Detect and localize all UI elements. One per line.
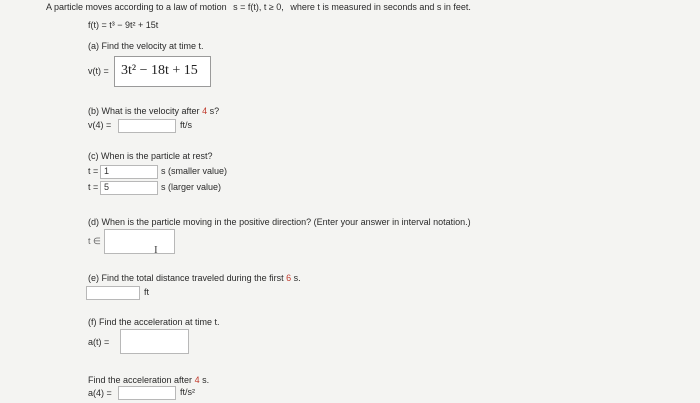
motion-law: s = f(t), t ≥ 0, [233, 2, 284, 12]
part-b-label: v(4) = [88, 120, 112, 130]
part-e-question-suffix: s. [293, 273, 301, 283]
acceleration-at-4-input[interactable] [118, 386, 176, 400]
velocity-answer-box[interactable]: 3t² − 18t + 15 [114, 56, 211, 87]
text-cursor-icon: I [154, 244, 158, 256]
part-g-unit: ft/s² [180, 387, 195, 397]
velocity-at-4-input[interactable] [118, 119, 176, 133]
rest-time-2-unit: s (larger value) [161, 182, 222, 192]
part-e-unit: ft [144, 287, 150, 297]
rest-time-1-unit: s (smaller value) [161, 166, 228, 176]
part-g-question-suffix: s. [202, 375, 210, 385]
rest-time-smaller-input[interactable]: 1 [100, 165, 158, 179]
part-g-label: a(4) = [88, 388, 112, 398]
rest-time-1-label: t = [88, 166, 99, 176]
part-g-question-prefix: Find the acceleration after [88, 375, 193, 385]
part-b-time-value: 4 [202, 106, 208, 116]
part-b-question-suffix: s? [209, 106, 220, 116]
part-f-label: a(t) = [88, 337, 110, 347]
total-distance-input[interactable] [86, 286, 140, 300]
function-definition: f(t) = t³ − 9t² + 15t [88, 20, 159, 30]
rest-time-larger-input[interactable]: 5 [100, 181, 158, 195]
rest-time-2-label: t = [88, 182, 99, 192]
part-d-label: t ∈ [88, 236, 101, 246]
part-a-label: v(t) = [88, 66, 109, 76]
part-f-question: (f) Find the acceleration at time t. [88, 317, 220, 327]
part-c-question: (c) When is the particle at rest? [88, 151, 213, 161]
part-a-question: (a) Find the velocity at time t. [88, 41, 204, 51]
part-d-question: (d) When is the particle moving in the positive direction? (Enter your answer in interval notation.) [88, 217, 471, 227]
part-e-question [88, 273, 301, 283]
part-g-time-value: 4 [194, 375, 200, 385]
part-e-time-value: 6 [286, 273, 292, 283]
problem-statement [46, 2, 471, 12]
part-g-question [88, 375, 209, 385]
positive-direction-interval-input[interactable] [104, 229, 175, 254]
part-b-question [88, 106, 219, 116]
part-b-unit: ft/s [180, 120, 193, 130]
intro-text-a: A particle moves according to a law of motion [46, 2, 227, 12]
part-e-question-prefix: (e) Find the total distance traveled during the first [88, 273, 284, 283]
intro-text-b: where t is measured in seconds and s in feet. [290, 2, 471, 12]
part-b-question-prefix: (b) What is the velocity after [88, 106, 200, 116]
acceleration-expression-input[interactable] [120, 329, 189, 354]
